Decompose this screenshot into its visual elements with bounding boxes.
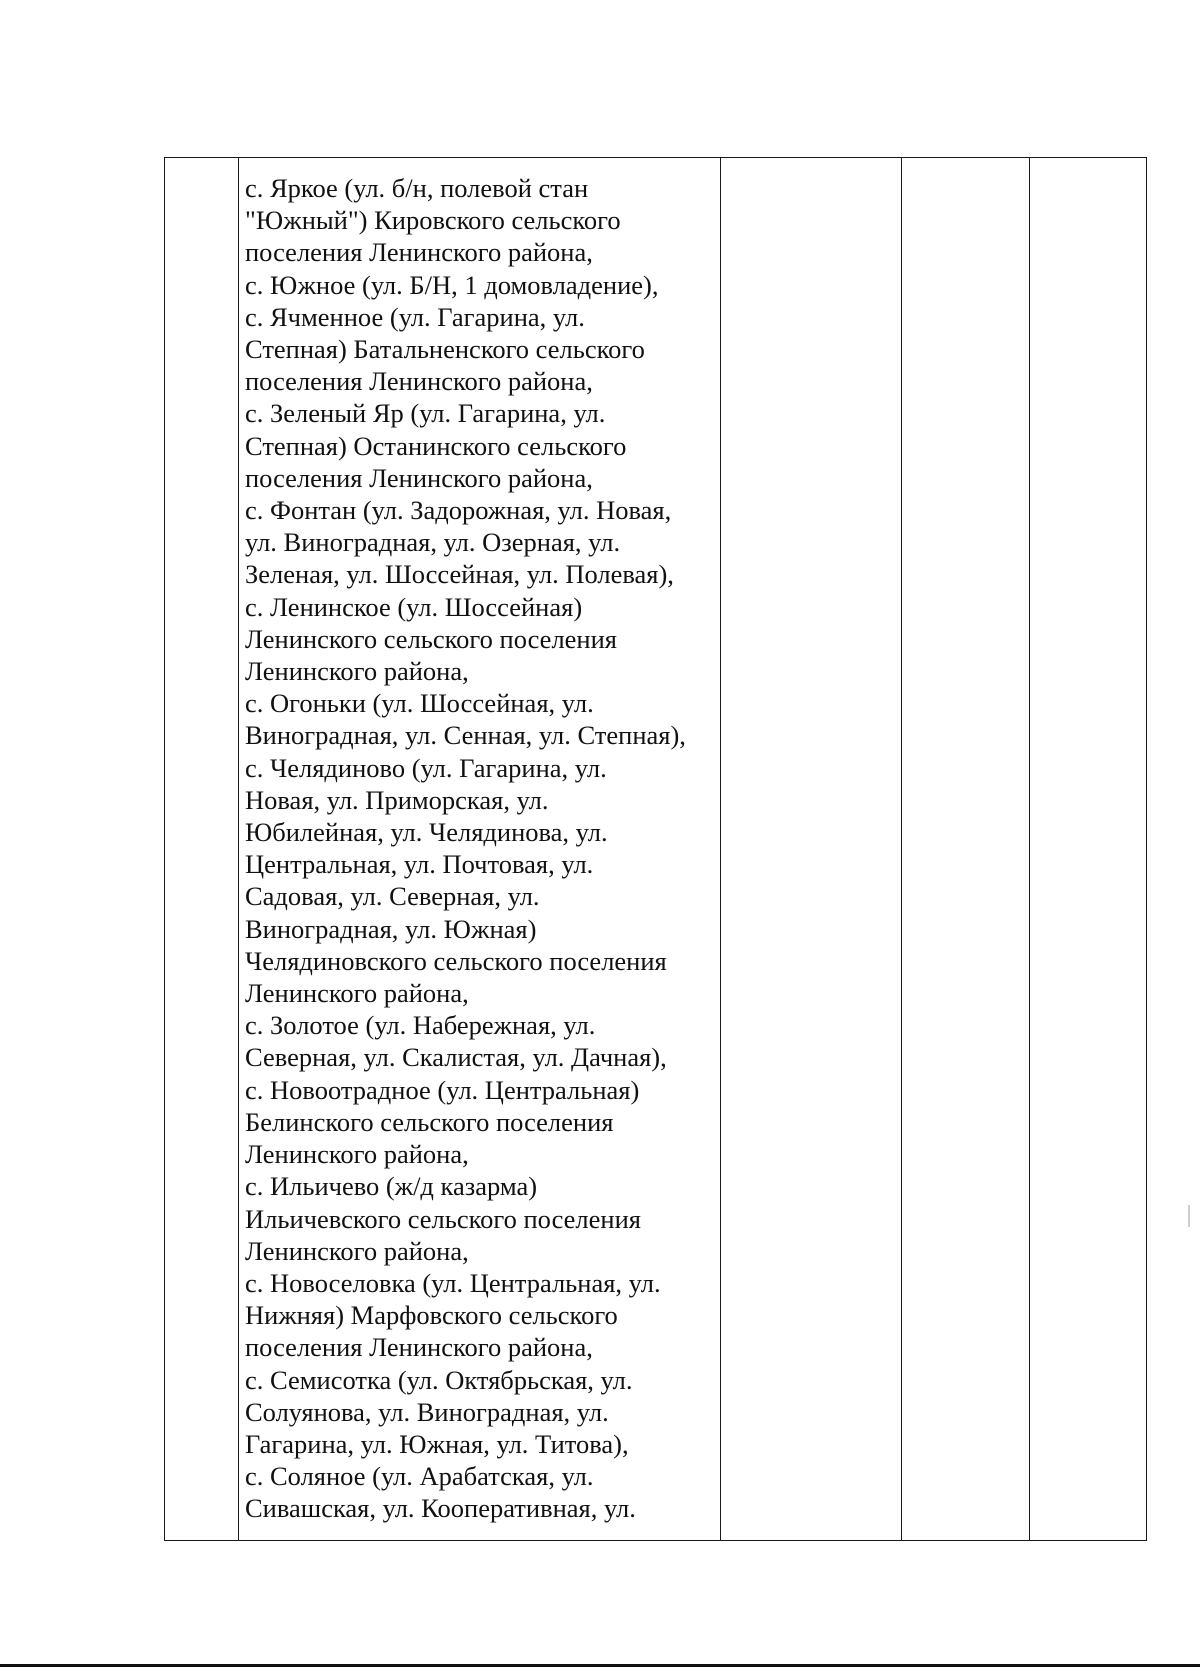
text-line: Нижняя) Марфовского сельского (245, 1300, 618, 1331)
text-line: Челядиновского сельского поселения (245, 945, 667, 976)
text-line: Виноградная, ул. Сенная, ул. Степная), (245, 720, 686, 751)
table-row (165, 158, 1147, 1541)
text-line: Ленинского района, (245, 1235, 469, 1266)
text-line: с. Яркое (ул. б/н, полевой стан (245, 173, 589, 203)
text-line: с. Новоотрадное (ул. Центральная) (245, 1074, 640, 1105)
text-line: с. Ленинское (ул. Шоссейная) (245, 591, 583, 622)
text-line: "Южный") Кировского сельского (245, 205, 621, 236)
text-line: с. Южное (ул. Б/Н, 1 домовладение), (245, 269, 659, 300)
text-line: с. Золотое (ул. Набережная, ул. (245, 1010, 596, 1041)
text-line: поселения Ленинского района, (245, 462, 593, 493)
text-line: ул. Виноградная, ул. Озерная, ул. (245, 527, 621, 558)
number-cell (165, 158, 239, 1541)
text-line: Центральная, ул. Почтовая, ул. (245, 849, 594, 880)
empty-cell (1030, 158, 1147, 1541)
text-line: с. Ячменное (ул. Гагарина, ул. (245, 301, 585, 332)
empty-cell (721, 158, 902, 1541)
text-line: с. Соляное (ул. Арабатская, ул. (245, 1461, 594, 1492)
settlements-table (164, 157, 1147, 1541)
settlements-cell (239, 158, 721, 1541)
text-line: Виноградная, ул. Южная) (245, 913, 537, 944)
text-line: с. Новоселовка (ул. Центральная, ул. (245, 1267, 661, 1298)
text-line: с. Семисотка (ул. Октябрьская, ул. (245, 1364, 633, 1395)
text-line: Гагарина, ул. Южная, ул. Титова), (245, 1428, 629, 1459)
text-line: Ленинского района, (245, 1139, 469, 1170)
text-line: с. Огоньки (ул. Шоссейная, ул. (245, 688, 594, 719)
text-line: поселения Ленинского района, (245, 1332, 593, 1363)
text-line: с. Зеленый Яр (ул. Гагарина, ул. (245, 398, 606, 429)
text-line: Ленинского района, (245, 978, 469, 1009)
scan-artifact (1188, 1205, 1190, 1227)
empty-cell (902, 158, 1030, 1541)
text-line: Ленинского сельского поселения (245, 623, 617, 654)
text-line: Юбилейная, ул. Челядинова, ул. (245, 817, 608, 848)
text-line: Ленинского района, (245, 656, 469, 687)
text-line: с. Челядиново (ул. Гагарина, ул. (245, 752, 607, 783)
text-line: Северная, ул. Скалистая, ул. Дачная), (245, 1042, 667, 1073)
text-line: Новая, ул. Приморская, ул. (245, 784, 549, 815)
text-line: поселения Ленинского района, (245, 237, 593, 268)
text-line: с. Фонтан (ул. Задорожная, ул. Новая, (245, 495, 672, 526)
text-line: Садовая, ул. Северная, ул. (245, 881, 540, 912)
text-line: Сивашская, ул. Кооперативная, ул. (245, 1493, 636, 1524)
text-line: Солуянова, ул. Виноградная, ул. (245, 1396, 609, 1427)
text-line: Ильичевского сельского поселения (245, 1203, 641, 1234)
text-line: поселения Ленинского района, (245, 366, 593, 397)
text-line: с. Ильичево (ж/д казарма) (245, 1171, 538, 1202)
text-line: Белинского сельского поселения (245, 1106, 614, 1137)
text-line: Степная) Останинского сельского (245, 430, 627, 461)
text-line: Зеленая, ул. Шоссейная, ул. Полевая), (245, 559, 674, 590)
bottom-rule (0, 1664, 1200, 1667)
text-line: Степная) Батальненского сельского (245, 334, 645, 365)
